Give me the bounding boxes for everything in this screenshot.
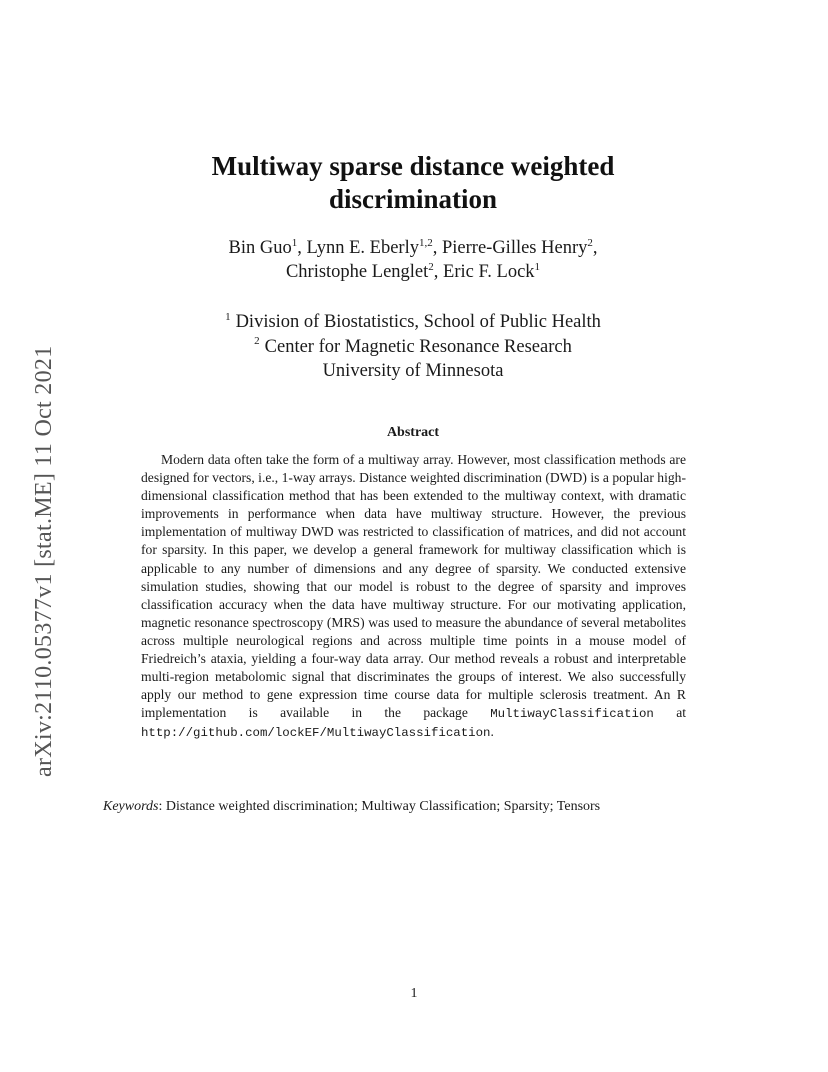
author-separator: , [433, 262, 444, 282]
author-affiliation-mark: 2 [587, 236, 593, 249]
repository-link[interactable]: http://github.com/lockEF/MultiwayClassification [141, 726, 491, 741]
abstract-text-end: . [490, 724, 494, 740]
page-number: 1 [410, 986, 418, 1001]
author-affiliation-mark: 1,2 [418, 236, 433, 249]
author-affiliation-mark: 2 [428, 260, 434, 273]
author-affiliation-mark: 1 [534, 260, 541, 273]
author-separator: , [297, 238, 307, 258]
author-separator: , [432, 238, 442, 258]
keywords-line [103, 798, 725, 816]
affiliation-mark: 1 [225, 310, 231, 323]
affiliation-list [130, 310, 696, 384]
author-name: Pierre-Gilles Henry [441, 238, 588, 258]
affiliation-line [130, 335, 696, 360]
author-affiliation-mark: 1 [291, 236, 298, 249]
author-name: Eric F. Lock [443, 262, 535, 282]
author-list [130, 236, 696, 284]
affiliation-text: Division of Biostatistics, School of Public Health [235, 312, 601, 332]
affiliation-line [130, 359, 696, 384]
author-name: Bin Guo [228, 238, 292, 258]
affiliation-mark: 2 [254, 335, 260, 348]
affiliation-text: University of Minnesota [322, 361, 504, 381]
abstract-text: Modern data often take the form of a multiway array. However, most classification methods are designed for vectors, i.e., 1-way arrays. Distance weighted discrimination (DWD) is a popular high-dimensional classification method that has been extended to the multiway context, with dramatic improvements in performance when data have multiway structure. However, the previous implementation of multiway DWD was restricted to classification of matrices, and did not account for sparsity. In this paper, we develop a general framework for multiway classification which is applicable to any number of dimensions and any degree of sparsity. We conducted extensive simulation studies, showing that our model is robust to the degree of sparsity and improves classification accuracy when the data have multiway structure. For our motivating application, magnetic resonance spectroscopy (MRS) was used to measure the abundance of several metabolites across multiple neurological regions and across multiple time points in a mouse model of Friedreich’s ataxia, yielding a four-way data array. Our method reveals a robust and interpretable multi-region metabolomic signal that discriminates the groups of interest. We also successfully apply our method to gene expression time course data for multiple sclerosis treatment. An R implementation is available in the package [141, 452, 686, 721]
abstract-text-at: at [676, 705, 686, 721]
author-name: Christophe Lenglet [285, 262, 429, 282]
arxiv-identifier: arXiv:2110.05377v1 [stat.ME] 11 Oct 2021 [31, 345, 57, 777]
author-separator: , [592, 238, 598, 258]
abstract-body [141, 451, 686, 743]
author-name: Lynn E. Eberly [306, 238, 419, 258]
author-line-1 [130, 236, 696, 260]
arxiv-stamp [32, 285, 56, 777]
affiliation-text: Center for Magnetic Resonance Research [264, 336, 572, 357]
author-line-2 [130, 260, 696, 284]
keywords-label: Keywords [103, 799, 159, 814]
paper-title: Multiway sparse distance weighted discrimination [211, 151, 615, 214]
package-name: MultiwayClassification [490, 707, 654, 722]
abstract-heading: Abstract [386, 425, 440, 440]
affiliation-line [130, 310, 696, 335]
keywords-text: : Distance weighted discrimination; Multiway Classification; Sparsity; Tensors [158, 799, 601, 814]
